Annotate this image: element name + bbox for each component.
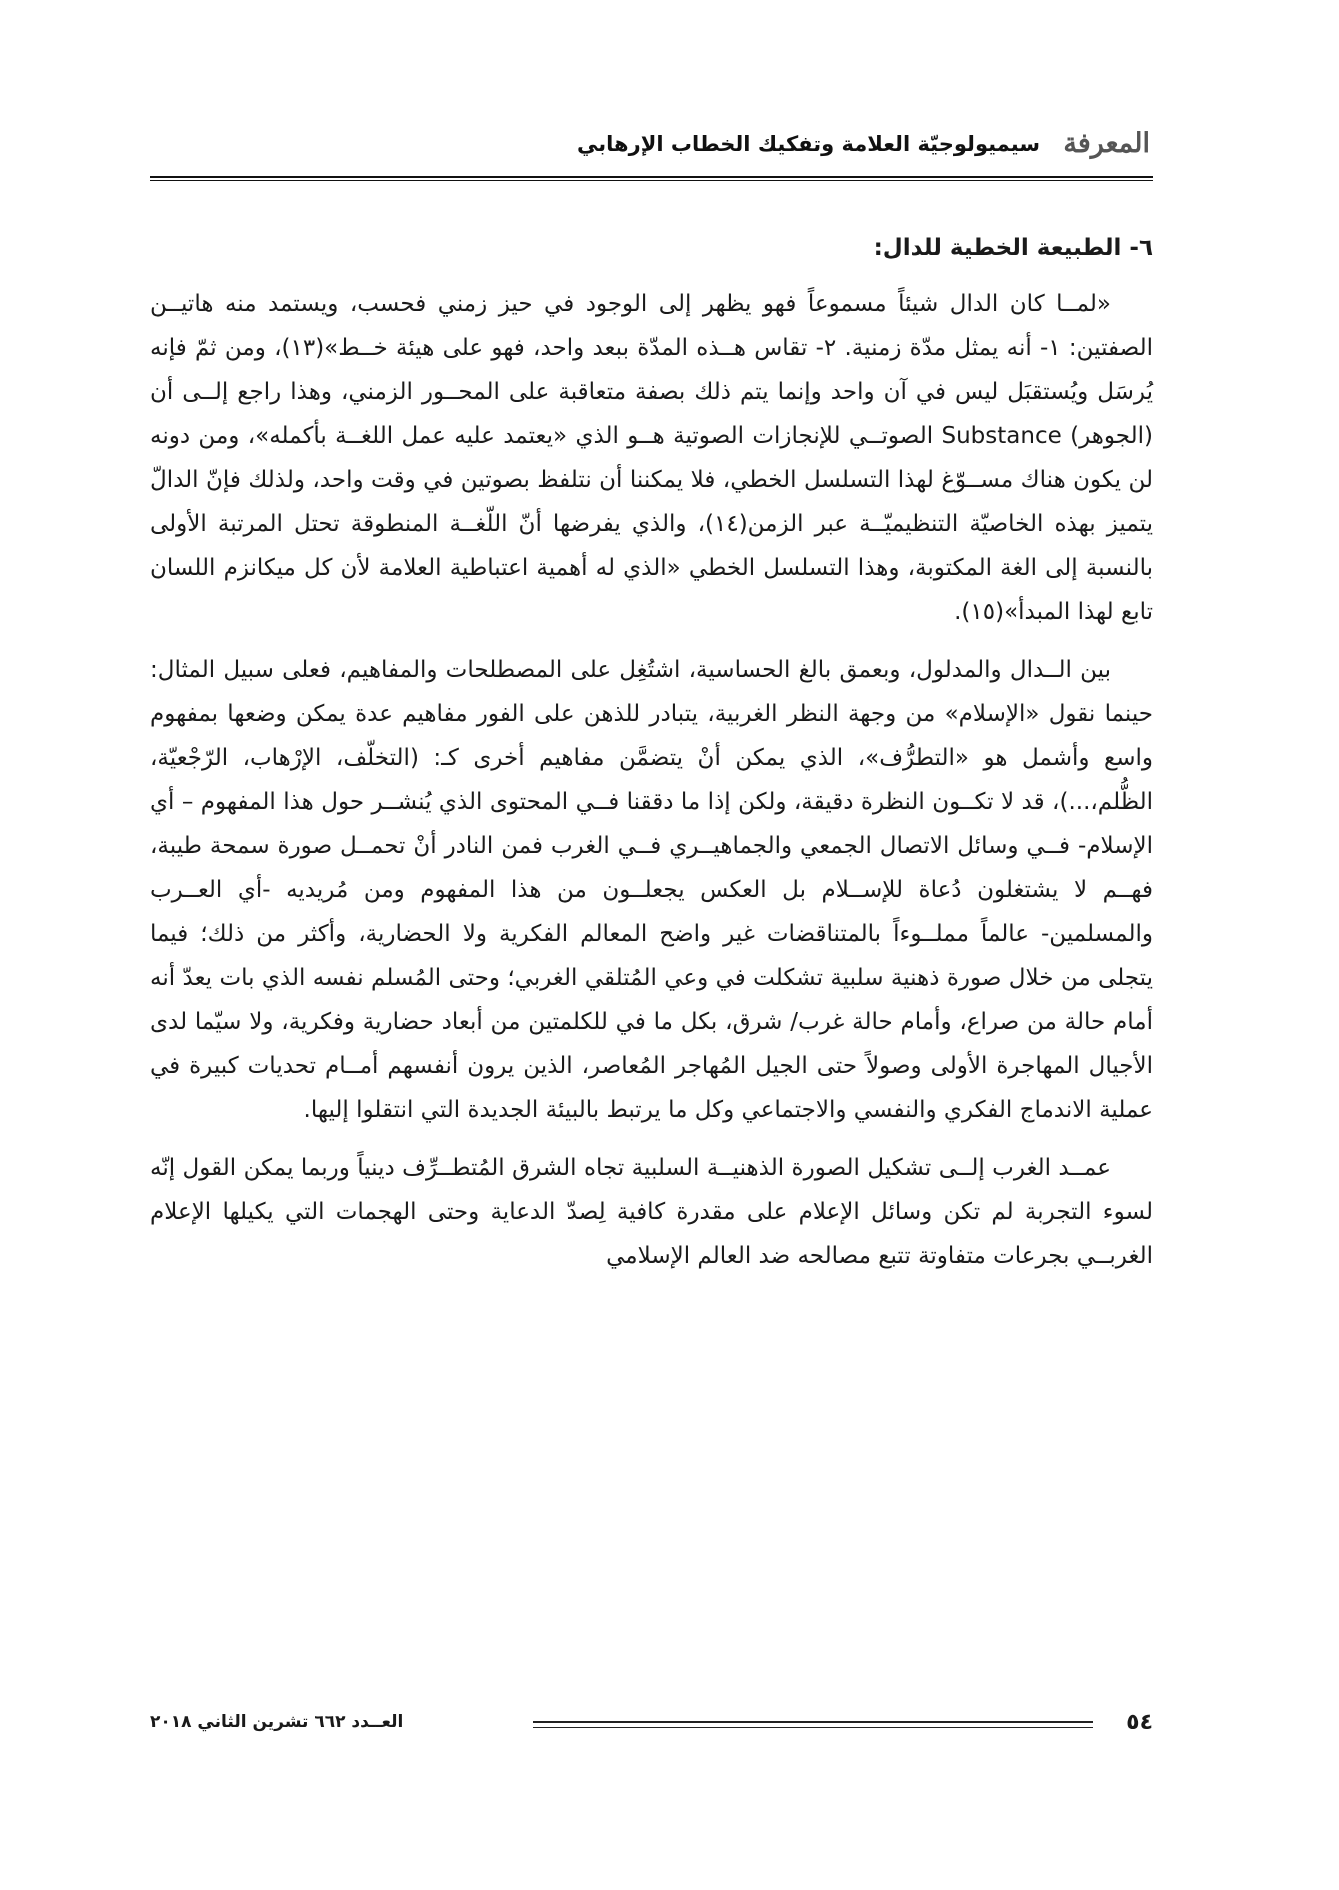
header-rule-thin bbox=[150, 180, 1153, 181]
issue-info: العــدد ٦٦٢ تشرين الثاني ٢٠١٨ bbox=[150, 1712, 404, 1732]
page-header bbox=[150, 128, 1150, 172]
paragraph-1: «لمــا كان الدال شيئاً مسموعاً فهو يظهر إلى الوجود في حيز زمني فحسب، ويستمد منه هاتيــن الصفتين: ١- أنه يمثل مدّة زمنية. ٢- تقاس هــذه المدّة ببعد واحد، فهو على هيئة خــط»(١٣)، ومن ثمّ فإنه يُرسَل ويُستقبَل ليس في آن واحد وإنما يتم ذلك بصفة متعاقبة على المحــور الزمني، وهذا راجع إلــى أن (الجوهر) Substance الصوتــي للإنجازات الصوتية هــو الذي «يعتمد عليه عمل اللغــة بأكمله»، ومن دونه لن يكون هناك مســوّغ لهذا التسلسل الخطي، فلا يمكننا أن نتلفظ بصوتين في وقت واحد، ولذلك فإنّ الدالّ يتميز بهذه الخاصيّة التنظيميّــة عبر الزمن(١٤)، والذي يفرضها أنّ اللّغــة المنطوقة تحتل المرتبة الأولى بالنسبة إلى الغة المكتوبة، وهذا التسلسل الخطي «الذي له أهمية اعتباطية العلامة لأن كل ميكانزم اللسان تابع لهذا المبدأ»(١٥). bbox=[150, 291, 1154, 625]
paragraph-2: بين الــدال والمدلول، وبعمق بالغ الحساسية، اشتُغِل على المصطلحات والمفاهيم، فعلى سبيل المثال: حينما نقول «الإسلام» من وجهة النظر الغربية، يتبادر للذهن على الفور مفاهيم عدة يمكن وضعها بمفهوم واسع وأشمل هو «التطرُّف»، الذي يمكن أنْ يتضمَّن مفاهيم أخرى كـ: (التخلّف، الإرْهاب، الرّجْعيّة، الظُّلم،...)، قد لا تكــون النظرة دقيقة، ولكن إذا ما دققنا فــي المحتوى الذي يُنشــر حول هذا المفهوم – أي الإسلام- فــي وسائل الاتصال الجمعي والجماهيــري فــي الغرب فمن النادر أنْ تحمــل صورة سمحة طيبة، فهــم لا يشتغلون دُعاة للإســلام بل العكس يجعلــون من هذا المفهوم ومن مُريديه -أي العــرب والمسلمين- عالماً مملــوءاً بالمتناقضات غير واضح المعالم الفكرية ولا الحضارية، وأكثر من ذلك؛ فيما يتجلى من خلال صورة ذهنية سلبية تشكلت في وعي المُتلقي الغربي؛ وحتى المُسلم نفسه الذي بات يعدّ أنه أمام حالة من صراع، وأمام حالة غرب/ شرق، بكل ما في للكلمتين من أبعاد حضارية وفكرية، ولا سيّما لدى الأجيال المهاجرة الأولى وصولاً حتى الجيل المُهاجر المُعاصر، الذين يرون أنفسهم أمــام تحديات كبيرة في عملية الاندماج الفكري والنفسي والاجتماعي وكل ما يرتبط بالبيئة الجديدة التي انتقلوا إليها. bbox=[150, 657, 1153, 1123]
footer-rule bbox=[533, 1721, 1093, 1723]
page-footer bbox=[150, 1710, 1153, 1746]
footer-rule-thin bbox=[533, 1727, 1093, 1728]
header-rule bbox=[150, 176, 1153, 178]
journal-logo: المعرفة bbox=[1063, 128, 1150, 159]
running-title: سيميولوجيّة العلامة وتفكيك الخطاب الإرهابي bbox=[577, 132, 1040, 156]
section-heading: ٦- الطبيعة الخطية للدال: bbox=[873, 235, 1153, 261]
paragraph-3: عمــد الغرب إلــى تشكيل الصورة الذهنيــة السلبية تجاه الشرق المُتطــرِّف دينياً وربما يمكن القول إنّه لسوء التجربة لم تكن وسائل الإعلام على مقدرة كافية لِصدّ الدعاية وحتى الهجمات التي يكيلها الإعلام الغربــي بجرعات متفاوتة تتبع مصالحه ضد العالم الإسلامي bbox=[150, 1155, 1153, 1269]
page-number: ٥٤ bbox=[1126, 1710, 1153, 1735]
article-body bbox=[150, 228, 1153, 1292]
